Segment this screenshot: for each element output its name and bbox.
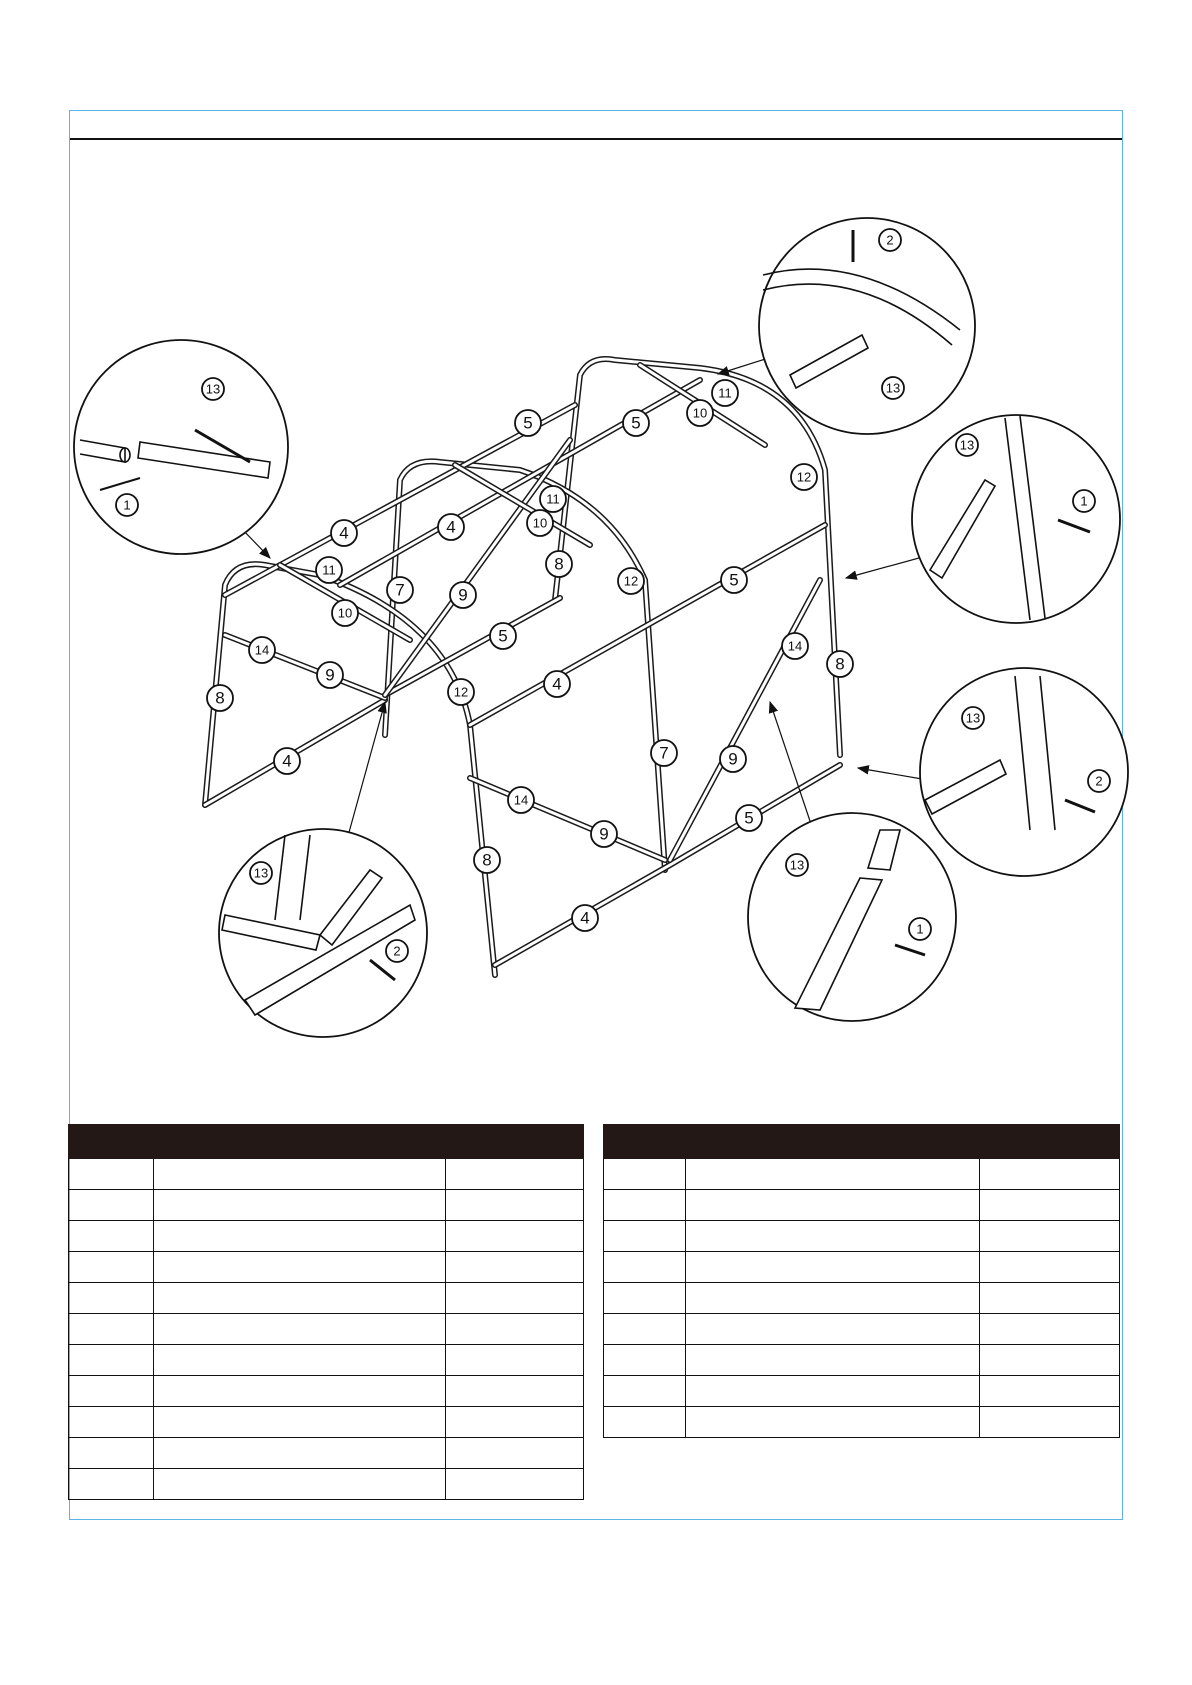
svg-text:12: 12 (796, 469, 812, 485)
callout-14 (782, 633, 808, 659)
detail-top-right (759, 218, 975, 434)
table-cell (446, 1190, 584, 1221)
callout-9 (720, 746, 746, 772)
table-row (69, 1252, 584, 1283)
table-cell (446, 1345, 584, 1376)
table-cell (69, 1159, 154, 1190)
detail-bottom-left (219, 829, 427, 1037)
callout-8 (546, 551, 572, 577)
table-cell (69, 1221, 154, 1252)
callout-4 (572, 905, 598, 931)
table-cell (685, 1252, 979, 1283)
table-row (69, 1469, 584, 1500)
svg-text:1: 1 (123, 497, 131, 513)
table-cell (153, 1190, 445, 1221)
table-cell (153, 1469, 445, 1500)
table-row (604, 1314, 1120, 1345)
callout-5 (490, 623, 516, 649)
callout-13 (250, 862, 272, 884)
callout-2 (386, 940, 408, 962)
table-cell (980, 1407, 1120, 1438)
table-cell (604, 1283, 686, 1314)
callout-5 (623, 410, 649, 436)
callout-11 (712, 380, 738, 406)
table-row (69, 1159, 584, 1190)
callout-7 (387, 577, 413, 603)
callout-13 (202, 378, 224, 400)
table-row (604, 1190, 1120, 1221)
table-row (69, 1407, 584, 1438)
table-row (69, 1283, 584, 1314)
table-cell (153, 1314, 445, 1345)
table-cell (604, 1159, 686, 1190)
table-cell (980, 1252, 1120, 1283)
detail-top-left (74, 340, 288, 554)
callout-10 (687, 400, 713, 426)
table-row (69, 1376, 584, 1407)
table-cell (685, 1314, 979, 1345)
table-row (69, 1314, 584, 1345)
table-cell (69, 1438, 154, 1469)
callout-7 (651, 740, 677, 766)
callout-12 (618, 568, 644, 594)
callout-2 (1088, 770, 1110, 792)
table-cell (153, 1283, 445, 1314)
table-cell (446, 1407, 584, 1438)
table-cell (685, 1190, 979, 1221)
svg-text:8: 8 (215, 688, 225, 708)
callout-4 (438, 514, 464, 540)
table-cell (153, 1438, 445, 1469)
table-header-row (69, 1125, 584, 1159)
callout-1 (909, 918, 931, 940)
parts-table-left (68, 1124, 584, 1500)
callout-8 (827, 651, 853, 677)
table-row (69, 1438, 584, 1469)
table-cell (604, 1221, 686, 1252)
svg-text:11: 11 (546, 491, 560, 507)
callout-11 (316, 557, 342, 583)
callout-11 (540, 486, 566, 512)
callout-13 (882, 377, 904, 399)
table-cell (69, 1407, 154, 1438)
svg-text:14: 14 (787, 638, 803, 654)
detail-right-upper (912, 415, 1120, 623)
svg-text:9: 9 (458, 585, 468, 605)
svg-text:13: 13 (885, 380, 901, 396)
svg-text:8: 8 (482, 850, 492, 870)
callout-9 (317, 662, 343, 688)
table-cell (685, 1159, 979, 1190)
table-cell (153, 1345, 445, 1376)
table-cell (685, 1407, 979, 1438)
table-cell (446, 1221, 584, 1252)
svg-text:9: 9 (728, 749, 738, 769)
detail-bottom-right (748, 813, 956, 1021)
svg-text:9: 9 (599, 824, 609, 844)
callout-14 (249, 637, 275, 663)
table-cell (604, 1407, 686, 1438)
svg-text:13: 13 (205, 381, 221, 397)
callout-5 (515, 410, 541, 436)
svg-text:13: 13 (789, 857, 805, 873)
callout-13 (786, 854, 808, 876)
svg-text:4: 4 (552, 674, 562, 694)
svg-text:5: 5 (498, 626, 508, 646)
table-cell (446, 1438, 584, 1469)
table-cell (446, 1376, 584, 1407)
svg-text:13: 13 (253, 865, 269, 881)
callout-10 (332, 600, 358, 626)
table-cell (69, 1190, 154, 1221)
table-cell (685, 1345, 979, 1376)
table-cell (980, 1376, 1120, 1407)
svg-text:13: 13 (965, 710, 981, 726)
table-row (604, 1159, 1120, 1190)
table-cell (69, 1314, 154, 1345)
svg-text:4: 4 (580, 908, 590, 928)
parts-table-right (603, 1124, 1120, 1438)
svg-text:5: 5 (744, 808, 754, 828)
table-cell (153, 1407, 445, 1438)
callout-1 (1073, 490, 1095, 512)
svg-text:14: 14 (513, 792, 529, 808)
table-cell (153, 1159, 445, 1190)
table-cell (69, 1252, 154, 1283)
table-cell (685, 1221, 979, 1252)
table-cell (604, 1190, 686, 1221)
svg-text:2: 2 (1095, 773, 1103, 789)
svg-text:5: 5 (523, 413, 533, 433)
svg-text:1: 1 (1080, 493, 1088, 509)
table-cell (446, 1283, 584, 1314)
table-cell (980, 1221, 1120, 1252)
table-cell (980, 1283, 1120, 1314)
svg-text:9: 9 (325, 665, 335, 685)
svg-text:1: 1 (916, 921, 924, 937)
svg-text:10: 10 (532, 515, 548, 531)
table-row (604, 1221, 1120, 1252)
callout-12 (791, 464, 817, 490)
callout-8 (474, 847, 500, 873)
table-row (604, 1283, 1120, 1314)
svg-text:14: 14 (254, 642, 270, 658)
callout-4 (331, 520, 357, 546)
table-cell (153, 1221, 445, 1252)
svg-text:8: 8 (835, 654, 845, 674)
svg-text:4: 4 (282, 751, 292, 771)
table-cell (604, 1345, 686, 1376)
svg-text:4: 4 (339, 523, 349, 543)
table-row (604, 1407, 1120, 1438)
callout-5 (721, 567, 747, 593)
table-cell (980, 1314, 1120, 1345)
svg-text:8: 8 (554, 554, 564, 574)
detail-right-lower (920, 668, 1128, 876)
table-cell (69, 1345, 154, 1376)
svg-text:5: 5 (729, 570, 739, 590)
callout-9 (591, 821, 617, 847)
table-row (604, 1252, 1120, 1283)
callout-14 (508, 787, 534, 813)
table-cell (604, 1376, 686, 1407)
callout-2 (879, 229, 901, 251)
table-cell (685, 1283, 979, 1314)
svg-text:4: 4 (446, 517, 456, 537)
svg-text:7: 7 (395, 580, 405, 600)
table-cell (153, 1252, 445, 1283)
table-row (69, 1221, 584, 1252)
callout-9 (450, 582, 476, 608)
table-row (604, 1376, 1120, 1407)
table-cell (69, 1376, 154, 1407)
callout-8 (207, 685, 233, 711)
svg-text:5: 5 (631, 413, 641, 433)
callout-4 (544, 671, 570, 697)
table-cell (446, 1469, 584, 1500)
table-cell (980, 1159, 1120, 1190)
svg-text:12: 12 (623, 573, 639, 589)
svg-text:7: 7 (659, 743, 669, 763)
svg-text:2: 2 (886, 232, 894, 248)
svg-text:11: 11 (322, 562, 336, 578)
svg-text:10: 10 (692, 405, 708, 421)
callout-13 (962, 707, 984, 729)
table-row (604, 1345, 1120, 1376)
table-cell (446, 1314, 584, 1345)
table-cell (69, 1283, 154, 1314)
table-cell (604, 1314, 686, 1345)
callout-4 (274, 748, 300, 774)
table-cell (980, 1345, 1120, 1376)
svg-text:13: 13 (959, 437, 975, 453)
svg-text:11: 11 (718, 385, 732, 401)
table-cell (604, 1252, 686, 1283)
table-cell (153, 1376, 445, 1407)
callout-13 (956, 434, 978, 456)
svg-text:2: 2 (393, 943, 401, 959)
table-cell (980, 1190, 1120, 1221)
table-row (69, 1190, 584, 1221)
table-row (69, 1345, 584, 1376)
callout-1 (116, 494, 138, 516)
svg-text:12: 12 (453, 684, 469, 700)
table-cell (446, 1252, 584, 1283)
table-cell (685, 1376, 979, 1407)
table-header-row (604, 1125, 1120, 1159)
callout-12 (448, 679, 474, 705)
table-cell (69, 1469, 154, 1500)
table-cell (446, 1159, 584, 1190)
callout-10 (527, 510, 553, 536)
callout-5 (736, 805, 762, 831)
svg-text:10: 10 (337, 605, 353, 621)
